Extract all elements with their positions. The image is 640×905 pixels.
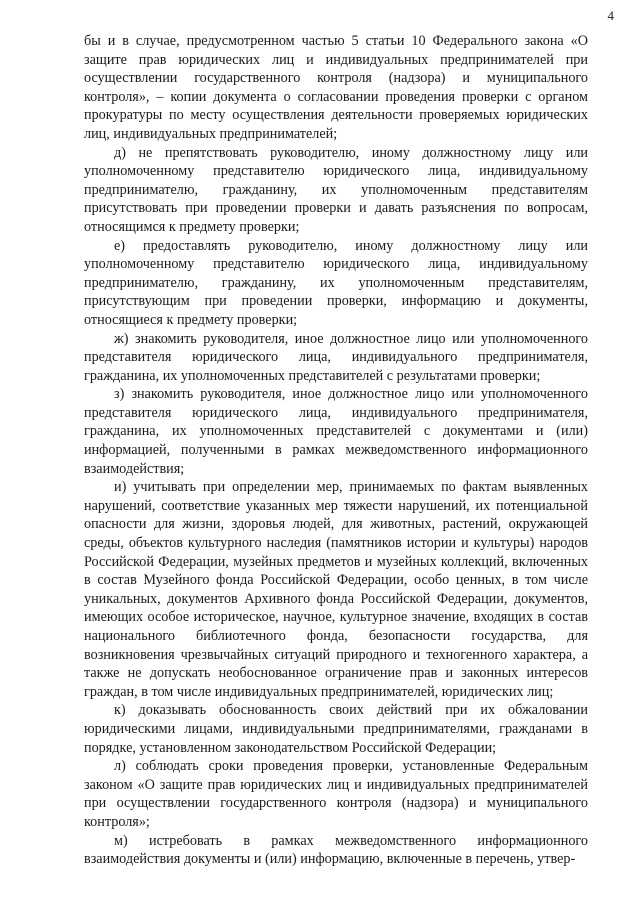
paragraph-item-e: е) предоставлять руководителю, иному должностному лицу или уполномоченному представителю юридического лица, индивидуальному предпринимателю, гражданину, их уполномоченным представителям, присутствующим при проведении проверки, информацию и документы, относящиеся к предмету проверки; [84,237,588,328]
paragraph-item-m: м) истребовать в рамках межведомственного информационного взаимодействия документы и (или) информацию, включенные в перечень, утвер- [84,832,588,868]
paragraph-item-d: д) не препятствовать руководителю, иному должностному лицу или уполномоченному представителю юридического лица, индивидуальному предпринимателю, гражданину, их уполномоченным представителям присутствовать при проведении проверки и давать разъяснения по вопросам, относящимся к предмету проверки; [84,144,588,235]
paragraph-item-k: к) доказывать обоснованность своих действий при их обжаловании юридическими лицами, индивидуальными предпринимателями, гражданами в порядке, установленном законодательством Российской Федерации; [84,702,588,756]
paragraph-item-i: и) учитывать при определении мер, принимаемых по фактам выявленных нарушений, соответствие указанных мер тяжести нарушений, их потенциальной опасности для жизни, здоровья людей, для животных, растений, окружающей среды, объектов культурного наследия (памятников истории и культуры) народов Российской Федерации, музейных предметов и музейных коллекций, включенных в состав Музейного фонда Российской Федерации, особо ценных, в том числе уникальных, документов Архивного фонда Российской Федерации, документов, имеющих особое историческое, научное, культурное значение, входящих в состав национального библиотечного фонда, безопасности государства, для возникновения чрезвычайных ситуаций природного и техногенного характера, а также не допускать необоснованное ограничение прав и законных интересов граждан, в том числе индивидуальных предпринимателей, юридических лиц; [84,479,588,700]
document-body [84,32,588,869]
page-number: 4 [607,8,614,23]
paragraph-item-l: л) соблюдать сроки проведения проверки, установленные Федеральным законом «О защите прав юридических лиц и индивидуальных предпринимателей при осуществлении государственного контроля (надзора) и муниципального контроля»; [84,758,588,830]
paragraph-item-zh: ж) знакомить руководителя, иное должностное лицо или уполномоченного представителя юридического лица, индивидуального предпринимателя, гражданина, их уполномоченных представителей с результатами проверки; [84,330,588,384]
paragraph-continuation: бы и в случае, предусмотренном частью 5 статьи 10 Федерального закона «О защите прав юридических лиц и индивидуальных предпринимателей при осуществлении государственного контроля (надзора) и муниципального контроля», – копии документа о согласовании проведения проверки с органом прокуратуры по месту осуществления деятельности проверяемых юридических лиц, индивидуальных предпринимателей; [84,33,588,142]
paragraph-item-z: з) знакомить руководителя, иное должностное лицо или уполномоченного представителя юридического лица, индивидуального предпринимателя, гражданина, их уполномоченных представителей с документами и (или) информацией, полученными в рамках межведомственного информационного взаимодействия; [84,386,588,477]
